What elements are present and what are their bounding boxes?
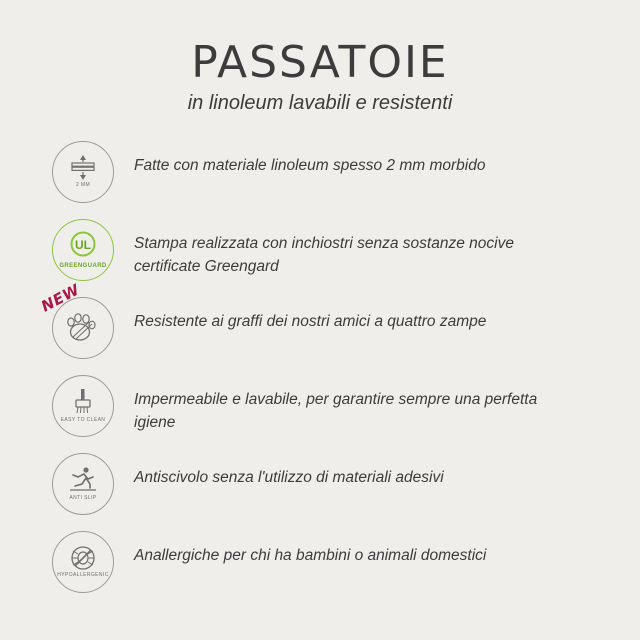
icon-caption: HYPOALLERGENIC — [57, 572, 109, 579]
list-item — [30, 141, 610, 203]
list-item — [30, 375, 610, 437]
icon-wrap — [38, 280, 116, 359]
no-mite-icon-glyph — [68, 545, 98, 571]
icon-wrap — [52, 375, 116, 437]
greenguard-icon — [52, 219, 114, 281]
easy-to-clean-icon — [52, 375, 114, 437]
icon-wrap — [52, 219, 116, 281]
icon-caption: 2 MM — [75, 182, 91, 189]
list-item-label: Anallergiche per chi ha bambini o animali domestici — [134, 547, 487, 565]
list-item-label: Antiscivolo senza l'utilizzo di materiali adesivi — [134, 469, 444, 487]
icon-wrap — [52, 531, 116, 593]
paw-icon-glyph — [64, 310, 102, 344]
icon-caption: GREENGUARD — [59, 262, 107, 269]
greenguard-icon-glyph — [66, 231, 100, 261]
list-item-label: Stampa realizzata con inchiostri senza sostanze nocive certificate Greengard — [134, 235, 514, 275]
icon-wrap — [52, 141, 116, 203]
hypoallergenic-icon — [52, 531, 114, 593]
list-item-label: Resistente ai graffi dei nostri amici a quattro zampe — [134, 313, 487, 331]
svg-text:UL: UL — [75, 237, 91, 252]
list-item — [30, 219, 610, 281]
icon-caption: ANTI SLIP — [69, 495, 97, 502]
list-item-label: Impermeabile e lavabile, per garantire sempre una perfetta igiene — [134, 391, 538, 431]
feature-list — [30, 141, 610, 593]
header — [30, 37, 610, 115]
list-item — [30, 453, 610, 515]
list-item — [30, 280, 610, 359]
brush-icon-glyph — [68, 388, 98, 416]
thickness-icon-glyph — [68, 155, 98, 181]
page-subtitle: in linoleum lavabili e resistenti — [187, 92, 453, 115]
new-badge: NEW — [38, 280, 83, 316]
list-item-label: Fatte con materiale linoleum spesso 2 mm morbido — [134, 157, 486, 175]
thickness-icon — [52, 141, 114, 203]
anti-slip-icon — [52, 453, 114, 515]
page-title: PASSATOIE — [191, 37, 449, 88]
list-item — [30, 531, 610, 593]
icon-caption: EASY TO CLEAN — [60, 417, 106, 424]
icon-wrap — [52, 453, 116, 515]
slip-person-icon-glyph — [68, 466, 98, 494]
